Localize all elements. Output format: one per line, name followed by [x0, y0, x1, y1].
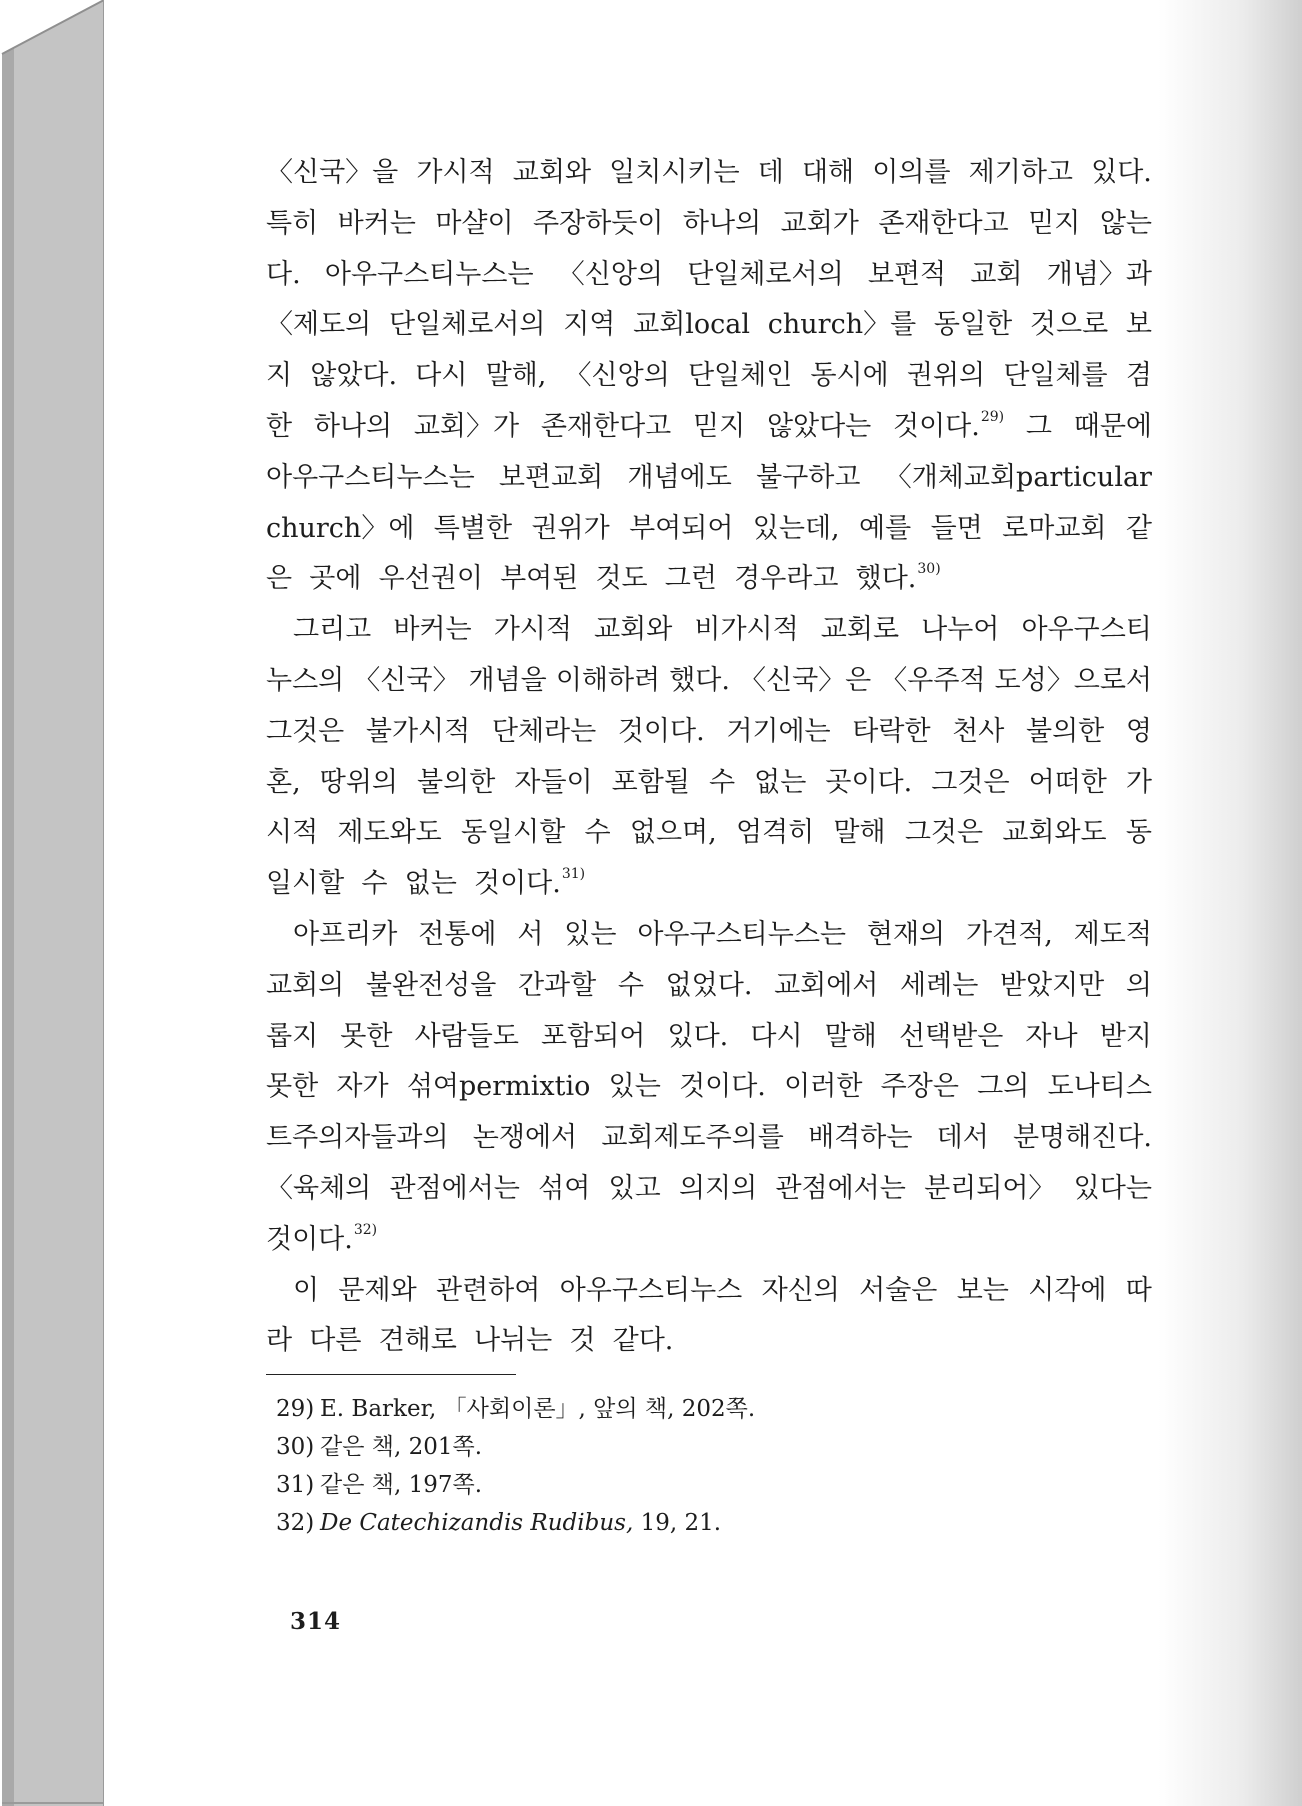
paragraph — [266, 910, 1152, 1266]
text-line: 한 하나의 교회〉가 존재한다고 믿지 않았다는 것이다.$^{29)}$ 그 때문에 — [266, 408, 1152, 442]
spine-edge — [2, 48, 14, 1806]
text-line: 롭지 못한 사람들도 포함되어 있다. 다시 말해 선택받은 자나 받지 — [266, 1020, 1152, 1052]
footnote-ref: 31) — [561, 866, 586, 883]
text-line: 라 다른 견해로 나뉘는 것 같다. — [266, 1325, 674, 1357]
footnote-text: E. Barker, 「사회이론」, 앞의 책, 202쪽. — [320, 1396, 756, 1422]
page-number: 314 — [290, 1608, 342, 1635]
footnote — [276, 1466, 976, 1504]
footnote-ref: 29) — [980, 408, 1005, 425]
text-line: 교회의 불완전성을 간과할 수 없었다. 교회에서 세례는 받았지만 의 — [266, 969, 1152, 1001]
text-line: 〈제도의 단일체로서의 지역 교회local church〉를 동일한 것으로 보 — [266, 309, 1152, 341]
paragraph — [266, 605, 1152, 910]
text-line: 은 곳에 우선권이 부여된 것도 그런 경우라고 했다.$^{30)}$ — [266, 561, 941, 595]
text-line: 아프리카 전통에 서 있는 아우구스티누스는 현재의 가견적, 제도적 — [293, 918, 1152, 950]
footnote-title: De Catechizandis Rudibus, — [320, 1510, 634, 1536]
text-line: 시적 제도와도 동일시할 수 없으며, 엄격히 말해 그것은 교회와도 동 — [266, 817, 1152, 849]
footnote-number: 32) — [276, 1510, 315, 1536]
text-line: church〉에 특별한 권위가 부여되어 있는데, 예를 들면 로마교회 같 — [266, 512, 1152, 544]
text-line: 〈신국〉을 가시적 교회와 일치시키는 데 대해 이의를 제기하고 있다. — [266, 157, 1152, 188]
text-line: 혼, 땅위의 불의한 자들이 포함될 수 없는 곳이다. 그것은 어떠한 가 — [266, 766, 1152, 798]
footnote — [276, 1428, 976, 1466]
paragraph — [266, 148, 1152, 605]
body-text — [266, 148, 1152, 1367]
footnote-ref: 32) — [353, 1221, 378, 1238]
footnote-number: 29) — [276, 1396, 315, 1422]
footnote — [276, 1504, 976, 1542]
text-line: 그것은 불가시적 단체라는 것이다. 거기에는 타락한 천사 불의한 영 — [266, 715, 1152, 747]
spine-face — [2, 0, 104, 1806]
text-line: 일시할 수 없는 것이다.$^{31)}$ — [266, 866, 586, 900]
footnote-ref: 30) — [917, 561, 941, 578]
text-line: 그리고 바커는 가시적 교회와 비가시적 교회로 나누어 아우구스티 — [293, 614, 1152, 646]
text-line: 못한 자가 섞여permixtio 있는 것이다. 이러한 주장은 그의 도나티스 — [266, 1071, 1152, 1103]
footnote-number: 31) — [276, 1472, 315, 1498]
text-line: 누스의 〈신국〉 개념을 이해하려 했다. 〈신국〉은 〈우주적 도성〉으로서 — [266, 664, 1152, 696]
footnotes — [276, 1390, 976, 1542]
footnote-text: 같은 책, 201쪽. — [320, 1434, 483, 1460]
footnote-text: 19, 21. — [633, 1510, 722, 1536]
text-line: 트주의자들과의 논쟁에서 교회제도주의를 배격하는 데서 분명해진다. — [266, 1122, 1152, 1154]
text-line: 특히 바커는 마샬이 주장하듯이 하나의 교회가 존재한다고 믿지 않는 — [266, 207, 1152, 239]
footnote-text: 같은 책, 197쪽. — [320, 1472, 483, 1498]
text-line: 이 문제와 관련하여 아우구스티누스 자신의 서술은 보는 시각에 따 — [293, 1274, 1152, 1306]
text-line: 〈육체의 관점에서는 섞여 있고 의지의 관점에서는 분리되어〉 있다는 — [266, 1172, 1152, 1204]
text-line: 아우구스티누스는 보편교회 개념에도 불구하고 〈개체교회particular — [266, 461, 1152, 493]
footnote — [276, 1390, 976, 1428]
footnote-rule — [266, 1374, 516, 1375]
paragraph — [266, 1266, 1152, 1368]
text-line: 다. 아우구스티누스는 〈신앙의 단일체로서의 보편적 교회 개념〉과 — [266, 258, 1152, 290]
footnote-number: 30) — [276, 1434, 315, 1460]
text-line: 지 않았다. 다시 말해, 〈신앙의 단일체인 동시에 권위의 단일체를 겸 — [266, 360, 1152, 392]
text-line: 것이다.$^{32)}$ — [266, 1221, 378, 1255]
